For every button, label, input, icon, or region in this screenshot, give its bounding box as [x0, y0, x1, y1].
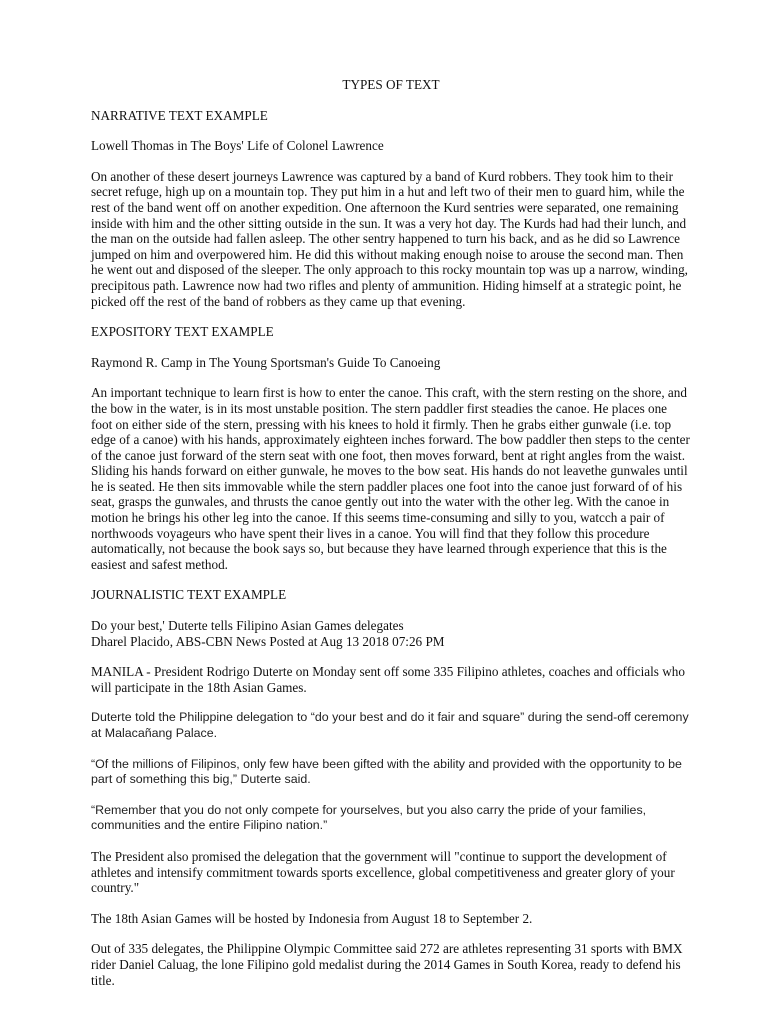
section-heading-narrative: NARRATIVE TEXT EXAMPLE — [91, 107, 268, 123]
section-heading-journalistic: JOURNALISTIC TEXT EXAMPLE — [91, 587, 287, 603]
section-source-narrative: Lowell Thomas in The Boys' Life of Colonel Lawrence — [91, 138, 384, 154]
document-content — [91, 77, 691, 1003]
news-headline: Do your best,' Duterte tells Filipino Asian Games delegates — [91, 618, 404, 634]
news-paragraph-3: “Of the millions of Filipinos, only few have been gifted with the ability and provided with the opportunity to be part of something this big,” Duterte said. — [91, 756, 682, 787]
section-heading-expository: EXPOSITORY TEXT EXAMPLE — [91, 324, 274, 340]
news-paragraph-2: Duterte told the Philippine delegation to “do your best and do it fair and square” during the send-off ceremony at Malacañang Palace. — [91, 710, 689, 740]
news-byline: Dharel Placido, ABS-CBN News Posted at Aug 13 2018 07:26 PM — [91, 633, 445, 649]
news-header — [91, 618, 691, 649]
news-paragraph-4: “Remember that you do not only compete for yourselves, but you also carry the pride of your families, communities and the entire Filipino nation.” — [91, 802, 647, 833]
news-paragraph-7: Out of 335 delegates, the Philippine Olympic Committee said 272 are athletes representing 31 sports with BMX rider Daniel Caluag, the lone Filipino gold medalist during the 2014 Games in South Korea, ready to defend his title. — [91, 941, 683, 988]
document-title: TYPES OF TEXT — [342, 77, 440, 92]
section-body-narrative: On another of these desert journeys Lawrence was captured by a band of Kurd robbers. They took him to their secret refuge, high up on a mountain top. They put him in a hut and left two of their men to guard him, while the rest of the band went off on another expedition. One afternoon the Kurd sentries were separated, one remaining inside with him and the other sitting outside in the sun. It was a very hot day. The Kurds had had their lunch, and the man on the outside had fallen asleep. The other sentry happened to turn his back, and as he did so Lawrence jumped on him and overpowered him. He did this without making enough noise to arouse the second man. Then he went out and disposed of the sleeper. The only approach to this rocky mountain top was up a narrow, winding, precipitous path. Lawrence now had two rifles and plenty of ammunition. Hiding himself at a strategic point, he picked off the rest of the band of robbers as they came up that evening. — [91, 168, 688, 309]
news-paragraph-1: MANILA - President Rodrigo Duterte on Monday sent off some 335 Filipino athletes, coaches and officials who will participate in the 18th Asian Games. — [91, 664, 685, 695]
news-paragraph-5: The President also promised the delegation that the government will "continue to support the development of athletes and intensify commitment towards sports excellence, global competitiveness and greater glory of your country." — [91, 848, 675, 896]
news-paragraph-6: The 18th Asian Games will be hosted by Indonesia from August 18 to September 2. — [91, 910, 533, 926]
section-source-expository: Raymond R. Camp in The Young Sportsman's Guide To Canoeing — [91, 354, 441, 370]
section-body-expository: An important technique to learn first is how to enter the canoe. This craft, with the stern resting on the shore, and the bow in the water, is in its most unstable position. The stern paddler first steadies the canoe. He places one foot on either side of the stern, pressing with his knees to hold it firmly. Then he grabs either gunwale (i.e. top edge of a canoe) with his hands, approximately eighteen inches forward. The bow paddler then steps to the center of the canoe just forward of the stern seat with one foot, then moves forward, bent at right angles from the waist. Sliding his hands forward on either gunwale, he moves to the bow seat. His hands do not leavethe gunwales until he is seated. He then sits immovable while the stern paddler places one foot into the canoe just forward of of his seat, grasps the gunwales, and thrusts the canoe gently out into the water with the other leg. With the canoe in motion he brings his other leg into the canoe. If this seems time-consuming and silly to you, watcch a pair of northwoods voyageurs who have spent their lives in a canoe. You will find that they follow this procedure automatically, not because the book says so, but because they have learned through experience that this is the easiest and safest method. — [91, 385, 690, 572]
